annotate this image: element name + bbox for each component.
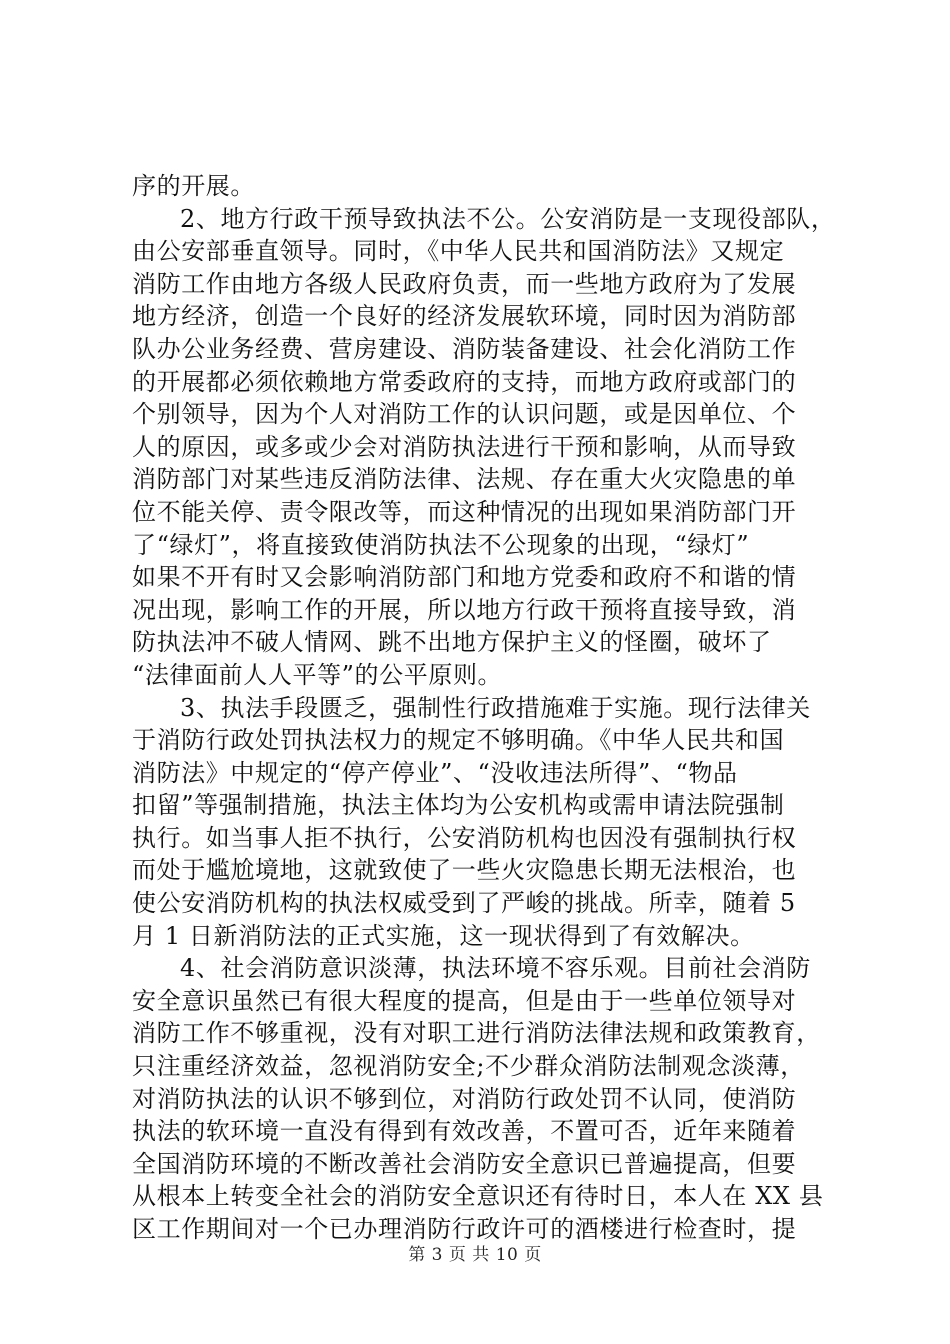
text-line: 区工作期间对一个已办理消防行政许可的酒楼进行检查时，提 [132, 1215, 797, 1243]
text-line: 消防法》中规定的“停产停业”、“没收违法所得”、“物品 [132, 758, 738, 787]
text-line: 地方经济，创造一个良好的经济发展软环境，同时因为消防部 [132, 302, 797, 331]
text-line: 消防工作不够重视，没有对职工进行消防法律法规和政策教育， [132, 1019, 821, 1048]
text-line: “法律面前人人平等”的公平原则。 [132, 660, 503, 689]
text-line: 安全意识虽然已有很大程度的提高，但是由于一些单位领导对 [132, 986, 797, 1015]
text-line: 消防部门对某些违反消防法律、法规、存在重大火灾隐患的单 [132, 465, 797, 494]
text-line: 4、社会消防意识淡薄，执法环境不容乐观。目前社会消防 [180, 954, 811, 983]
text-line: 序的开展。 [132, 172, 255, 200]
text-line: 月 1 日新消防法的正式实施，这一现状得到了有效解决。 [132, 921, 755, 950]
text-line: 人的原因，或多或少会对消防执法进行干预和影响，从而导致 [132, 432, 797, 461]
text-line: 而处于尴尬境地，这就致使了一些火灾隐患长期无法根治，也 [132, 856, 797, 885]
text-line: 执法的软环境一直没有得到有效改善，不置可否，近年来随着 [132, 1117, 797, 1146]
text-line: 位不能关停、责令限改等，而这种情况的出现如果消防部门开 [132, 497, 797, 526]
page-footer: 第 3 页 共 10 页 [408, 1245, 542, 1265]
text-line: 如果不开有时又会影响消防部门和地方党委和政府不和谐的情 [132, 563, 797, 592]
text-line: 了“绿灯”，将直接致使消防执法不公现象的出现，“绿灯” [132, 530, 750, 559]
text-line: 全国消防环境的不断改善社会消防安全意识已普遍提高，但要 [132, 1149, 797, 1178]
text-line: 于消防行政处罚执法权力的规定不够明确。《中华人民共和国 [132, 726, 785, 755]
text-line: 使公安消防机构的执法权威受到了严峻的挑战。所幸，随着 5 [132, 889, 796, 918]
text-line: 的开展都必须依赖地方常委政府的支持，而地方政府或部门的 [132, 367, 797, 396]
text-line: 况出现，影响工作的开展，所以地方行政干预将直接导致，消 [132, 595, 797, 624]
text-line: 防执法冲不破人情网、跳不出地方保护主义的怪圈，破坏了 [132, 628, 772, 657]
text-line: 由公安部垂直领导。同时，《中华人民共和国消防法》又规定 [132, 237, 785, 266]
text-line: 个别领导，因为个人对消防工作的认识问题，或是因单位、个 [132, 400, 797, 429]
text-line: 3、执法手段匮乏，强制性行政措施难于实施。现行法律关 [180, 693, 811, 722]
text-line: 2、地方行政干预导致执法不公。公安消防是一支现役部队， [180, 204, 836, 233]
document-body [132, 170, 836, 1246]
text-line: 对消防执法的认识不够到位，对消防行政处罚不认同，使消防 [132, 1084, 797, 1113]
text-line: 执行。如当事人拒不执行，公安消防机构也因没有强制执行权 [132, 823, 797, 852]
text-line: 扣留”等强制措施，执法主体均为公安机构或需申请法院强制 [132, 791, 785, 820]
text-line: 从根本上转变全社会的消防安全意识还有待时日，本人在 XX 县 [132, 1182, 824, 1211]
text-line: 队办公业务经费、营房建设、消防装备建设、社会化消防工作 [132, 334, 797, 363]
text-line: 只注重经济效益，忽视消防安全;不少群众消防法制观念淡薄， [132, 1052, 805, 1081]
text-line: 消防工作由地方各级人民政府负责，而一些地方政府为了发展 [132, 269, 797, 298]
